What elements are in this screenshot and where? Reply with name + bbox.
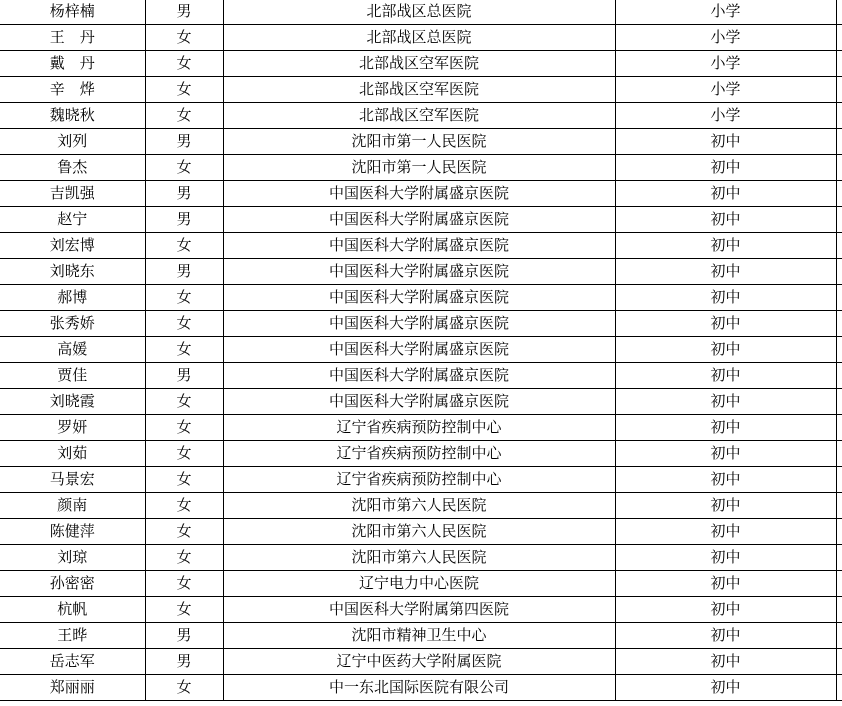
cell-hospital[interactable]: 北部战区总医院 — [223, 25, 615, 51]
cell-level[interactable]: 初中 — [615, 285, 836, 311]
table-row — [0, 623, 842, 649]
cell-hospital[interactable]: 中国医科大学附属盛京医院 — [223, 311, 615, 337]
cell-empty[interactable] — [836, 545, 842, 571]
cell-hospital[interactable]: 沈阳市第一人民医院 — [223, 155, 615, 181]
cell-hospital[interactable]: 辽宁省疾病预防控制中心 — [223, 415, 615, 441]
cell-empty[interactable] — [836, 181, 842, 207]
cell-gender[interactable]: 女 — [145, 233, 223, 259]
cell-name[interactable]: 王 丹 — [0, 25, 145, 51]
cell-hospital-selected[interactable]: 北部战区总医院 — [223, 0, 615, 25]
cell-name[interactable]: 赵宁 — [0, 207, 145, 233]
cell-gender[interactable]: 女 — [145, 25, 223, 51]
cell-gender[interactable]: 女 — [145, 155, 223, 181]
cell-empty[interactable] — [836, 571, 842, 597]
cell-level[interactable]: 初中 — [615, 623, 836, 649]
cell-hospital[interactable]: 中一东北国际医院有限公司 — [223, 675, 615, 701]
cell-level[interactable]: 初中 — [615, 389, 836, 415]
cell-name[interactable]: 鲁杰 — [0, 155, 145, 181]
cell-level[interactable]: 初中 — [615, 155, 836, 181]
table-row — [0, 545, 842, 571]
cell-name[interactable]: 贾佳 — [0, 363, 145, 389]
table-row — [0, 571, 842, 597]
cell-name[interactable]: 颜南 — [0, 493, 145, 519]
cell-name[interactable]: 辛 烨 — [0, 77, 145, 103]
cell-empty[interactable] — [836, 25, 842, 51]
cell-name[interactable]: 郑丽丽 — [0, 675, 145, 701]
table-row — [0, 207, 842, 233]
cell-gender[interactable]: 男 — [145, 623, 223, 649]
cell-hospital[interactable]: 北部战区空军医院 — [223, 51, 615, 77]
cell-empty[interactable] — [836, 103, 842, 129]
cell-gender[interactable]: 女 — [145, 77, 223, 103]
cell-empty[interactable] — [836, 623, 842, 649]
cell-gender[interactable]: 女 — [145, 285, 223, 311]
cell-name[interactable]: 马景宏 — [0, 467, 145, 493]
table-row — [0, 259, 842, 285]
cell-gender[interactable]: 女 — [145, 545, 223, 571]
cell-level[interactable]: 初中 — [615, 129, 836, 155]
cell-level[interactable]: 初中 — [615, 181, 836, 207]
cell-empty[interactable] — [836, 441, 842, 467]
cell-level[interactable]: 初中 — [615, 597, 836, 623]
table-row — [0, 597, 842, 623]
cell-empty[interactable] — [836, 311, 842, 337]
cell-name[interactable]: 孙密密 — [0, 571, 145, 597]
cell-empty[interactable] — [836, 493, 842, 519]
table-row — [0, 363, 842, 389]
cell-name[interactable]: 刘琼 — [0, 545, 145, 571]
cell-name[interactable]: 魏晓秋 — [0, 103, 145, 129]
cell-hospital[interactable]: 沈阳市第一人民医院 — [223, 129, 615, 155]
cell-level[interactable]: 初中 — [615, 649, 836, 675]
cell-empty[interactable] — [836, 363, 842, 389]
cell-level[interactable]: 初中 — [615, 233, 836, 259]
cell-gender[interactable]: 女 — [145, 519, 223, 545]
cell-name[interactable]: 岳志军 — [0, 649, 145, 675]
cell-gender[interactable]: 女 — [145, 415, 223, 441]
cell-level[interactable]: 初中 — [615, 493, 836, 519]
cell-empty[interactable] — [836, 675, 842, 701]
cell-hospital[interactable]: 沈阳市精神卫生中心 — [223, 623, 615, 649]
table-row — [0, 25, 842, 51]
cell-gender[interactable]: 女 — [145, 337, 223, 363]
cell-level[interactable]: 小学 — [615, 51, 836, 77]
cell-gender[interactable]: 女 — [145, 441, 223, 467]
cell-gender[interactable]: 女 — [145, 571, 223, 597]
cell-name[interactable]: 吉凯强 — [0, 181, 145, 207]
table-row — [0, 129, 842, 155]
cell-hospital[interactable]: 中国医科大学附属盛京医院 — [223, 181, 615, 207]
table-row — [0, 181, 842, 207]
cell-level[interactable]: 初中 — [615, 311, 836, 337]
cell-gender[interactable]: 男 — [145, 207, 223, 233]
table-row — [0, 389, 842, 415]
cell-empty[interactable] — [836, 519, 842, 545]
cell-empty[interactable] — [836, 597, 842, 623]
cell-empty[interactable] — [836, 129, 842, 155]
cell-gender[interactable]: 女 — [145, 675, 223, 701]
cell-level[interactable]: 初中 — [615, 337, 836, 363]
cell-empty[interactable] — [836, 51, 842, 77]
cell-level[interactable]: 小学 — [615, 25, 836, 51]
cell-level[interactable]: 初中 — [615, 415, 836, 441]
table-row — [0, 233, 842, 259]
cell-hospital[interactable]: 中国医科大学附属盛京医院 — [223, 259, 615, 285]
cell-gender[interactable]: 男 — [145, 0, 223, 25]
cell-gender[interactable]: 女 — [145, 493, 223, 519]
cell-name[interactable]: 杨梓楠 — [0, 0, 145, 25]
table-row — [0, 103, 842, 129]
cell-level[interactable]: 小学 — [615, 77, 836, 103]
cell-hospital[interactable]: 中国医科大学附属盛京医院 — [223, 233, 615, 259]
cell-name[interactable]: 罗妍 — [0, 415, 145, 441]
cell-level[interactable]: 初中 — [615, 467, 836, 493]
table-row — [0, 493, 842, 519]
cell-empty[interactable] — [836, 337, 842, 363]
cell-level[interactable]: 初中 — [615, 571, 836, 597]
cell-hospital[interactable]: 中国医科大学附属盛京医院 — [223, 363, 615, 389]
cell-gender[interactable]: 女 — [145, 103, 223, 129]
cell-level[interactable]: 初中 — [615, 545, 836, 571]
cell-name[interactable]: 刘宏博 — [0, 233, 145, 259]
cell-hospital[interactable]: 辽宁省疾病预防控制中心 — [223, 441, 615, 467]
table-row — [0, 155, 842, 181]
cell-hospital[interactable]: 北部战区空军医院 — [223, 77, 615, 103]
cell-gender[interactable]: 男 — [145, 181, 223, 207]
cell-gender[interactable]: 女 — [145, 311, 223, 337]
table-row — [0, 51, 842, 77]
cell-name[interactable]: 王晔 — [0, 623, 145, 649]
table-row — [0, 649, 842, 675]
cell-level[interactable]: 初中 — [615, 259, 836, 285]
cell-name[interactable]: 杭帆 — [0, 597, 145, 623]
cell-empty[interactable] — [836, 207, 842, 233]
cell-empty[interactable] — [836, 0, 842, 25]
cell-gender[interactable]: 女 — [145, 597, 223, 623]
cell-hospital[interactable]: 沈阳市第六人民医院 — [223, 493, 615, 519]
cell-hospital[interactable]: 中国医科大学附属盛京医院 — [223, 389, 615, 415]
cell-empty[interactable] — [836, 155, 842, 181]
cell-name[interactable]: 陈健萍 — [0, 519, 145, 545]
table-row — [0, 285, 842, 311]
table-row — [0, 77, 842, 103]
cell-gender[interactable]: 女 — [145, 467, 223, 493]
cell-empty[interactable] — [836, 233, 842, 259]
cell-hospital[interactable]: 中国医科大学附属第四医院 — [223, 597, 615, 623]
cell-level[interactable]: 初中 — [615, 519, 836, 545]
cell-gender[interactable]: 男 — [145, 649, 223, 675]
cell-name[interactable]: 刘晓霞 — [0, 389, 145, 415]
table-row — [0, 675, 842, 701]
cell-empty[interactable] — [836, 389, 842, 415]
cell-name[interactable]: 张秀娇 — [0, 311, 145, 337]
cell-empty[interactable] — [836, 415, 842, 441]
table-row — [0, 467, 842, 493]
cell-name[interactable]: 刘晓东 — [0, 259, 145, 285]
cell-hospital[interactable]: 沈阳市第六人民医院 — [223, 545, 615, 571]
cell-empty[interactable] — [836, 259, 842, 285]
cell-hospital[interactable]: 中国医科大学附属盛京医院 — [223, 337, 615, 363]
cell-level[interactable]: 初中 — [615, 207, 836, 233]
cell-level[interactable]: 小学 — [615, 103, 836, 129]
cell-name[interactable]: 高媛 — [0, 337, 145, 363]
cell-level[interactable]: 初中 — [615, 675, 836, 701]
cell-gender[interactable]: 女 — [145, 51, 223, 77]
cell-name[interactable]: 刘茹 — [0, 441, 145, 467]
cell-hospital[interactable]: 中国医科大学附属盛京医院 — [223, 207, 615, 233]
cell-gender[interactable]: 男 — [145, 129, 223, 155]
cell-level[interactable]: 初中 — [615, 441, 836, 467]
cell-hospital[interactable]: 沈阳市第六人民医院 — [223, 519, 615, 545]
cell-hospital[interactable]: 辽宁电力中心医院 — [223, 571, 615, 597]
cell-level[interactable]: 小学 — [615, 0, 836, 25]
table-row — [0, 337, 842, 363]
cell-hospital[interactable]: 辽宁中医药大学附属医院 — [223, 649, 615, 675]
cell-level[interactable]: 初中 — [615, 363, 836, 389]
cell-name[interactable]: 戴 丹 — [0, 51, 145, 77]
table-row — [0, 415, 842, 441]
table-row — [0, 519, 842, 545]
table-row — [0, 0, 842, 25]
cell-gender[interactable]: 女 — [145, 389, 223, 415]
cell-empty[interactable] — [836, 77, 842, 103]
cell-hospital[interactable]: 北部战区空军医院 — [223, 103, 615, 129]
cell-name[interactable]: 郝博 — [0, 285, 145, 311]
table-row — [0, 441, 842, 467]
cell-gender[interactable]: 男 — [145, 363, 223, 389]
cell-gender[interactable]: 男 — [145, 259, 223, 285]
cell-empty[interactable] — [836, 285, 842, 311]
cell-empty[interactable] — [836, 649, 842, 675]
cell-empty[interactable] — [836, 467, 842, 493]
cell-hospital[interactable]: 中国医科大学附属盛京医院 — [223, 285, 615, 311]
cell-name[interactable]: 刘列 — [0, 129, 145, 155]
cell-hospital[interactable]: 辽宁省疾病预防控制中心 — [223, 467, 615, 493]
table-row — [0, 311, 842, 337]
